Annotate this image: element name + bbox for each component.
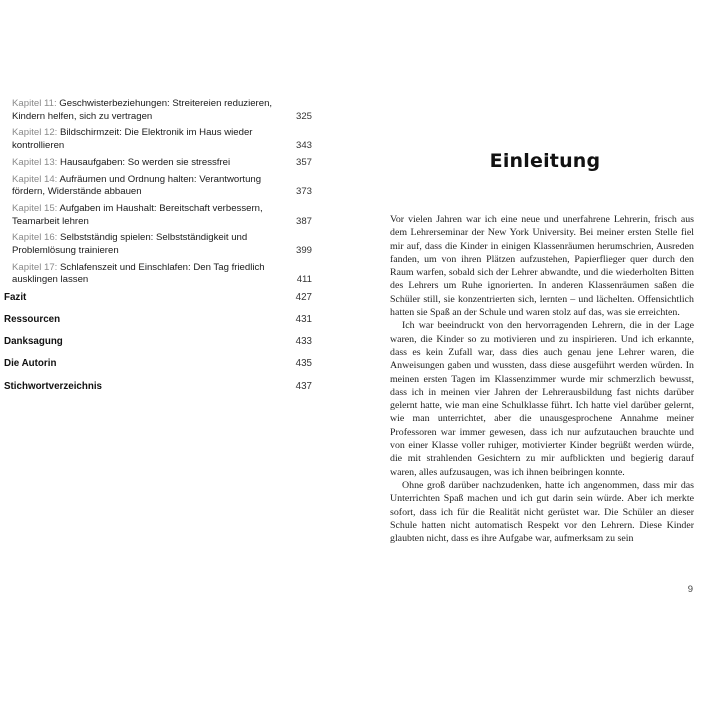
toc-chapter-title: Bildschirmzeit: Die Elektronik im Haus wieder kontrollieren: [12, 127, 253, 151]
toc-chapter-label: Kapitel 11:: [12, 98, 57, 109]
toc-page-number: 433: [295, 336, 312, 348]
toc-chapter-entry: [4, 203, 312, 228]
toc-chapter-entry: [4, 127, 312, 152]
toc-section-entry: [4, 336, 312, 349]
toc-chapter-entry: [4, 174, 312, 199]
toc-page-number: 325: [295, 110, 312, 122]
toc-section-entry: [4, 381, 312, 394]
toc-section-title: Danksagung: [4, 336, 63, 348]
toc-page-number: 399: [295, 244, 312, 256]
toc-chapter-entry: [4, 157, 312, 170]
toc-section-entry: [4, 314, 312, 327]
toc-chapter-title: Selbstständig spielen: Selbstständigkeit und Problemlösung trainieren: [12, 232, 248, 256]
toc-chapter-title: Aufgaben im Haushalt: Bereitschaft verbessern, Teamarbeit lehren: [12, 202, 263, 227]
toc-page-number: 387: [295, 215, 312, 227]
toc-page-number: 357: [295, 156, 312, 168]
toc-page-number: 411: [296, 274, 312, 286]
toc-section-entry: [4, 292, 312, 305]
toc-page-number: 343: [295, 139, 312, 151]
toc-chapter-label: Kapitel 14:: [12, 173, 58, 185]
toc-section-title: Stichwortverzeichnis: [4, 380, 102, 392]
toc-section-entry: [4, 358, 312, 371]
toc-chapter-title: Schlafenszeit und Einschlafen: Den Tag friedlich ausklingen lassen: [12, 261, 265, 286]
toc-chapter-label: Kapitel 16:: [12, 232, 58, 244]
toc-chapter-label: Kapitel 15:: [12, 202, 58, 214]
toc-section-title: Die Autorin: [4, 358, 57, 370]
toc-page-number: 427: [295, 291, 312, 303]
toc-chapter-title: Aufräumen und Ordnung halten: Verantwortung fördern, Widerstände abbauen: [12, 173, 262, 198]
toc-chapter-entry: [4, 262, 312, 287]
chapter-heading: Einleitung: [489, 150, 601, 172]
paragraph: Ohne groß darüber nachzudenken, hatte ich angenommen, dass mir das Unterrichten Spaß machen und ich gut darin sein würde. Aber ich merkte sofort, dass ich für die Realität nicht gerüstet war. Die Schüler an dieser Schule hatten nicht automatisch Respekt vor den Lehrern. Diese Kinder glaubten nicht, dass es ihre Aufgabe war, aufmerksam zu sein: [390, 479, 694, 545]
toc-chapter-entry: [4, 98, 312, 123]
toc-section-title: Fazit: [4, 291, 27, 303]
toc-chapter-title: Geschwisterbeziehungen: Streitereien reduzieren, Kindern helfen, sich zu vertragen: [12, 98, 273, 122]
toc-page-number: 431: [295, 314, 312, 326]
toc-chapter-label: Kapitel 17:: [12, 261, 58, 273]
toc-chapter-title: Hausaufgaben: So werden sie stressfrei: [60, 156, 231, 168]
toc-chapter-label: Kapitel 13:: [12, 156, 58, 168]
body-text: [390, 213, 694, 545]
toc-page-number: 373: [295, 186, 312, 198]
table-of-contents: [4, 98, 312, 403]
toc-section-title: Ressourcen: [4, 314, 61, 326]
toc-chapter-entry: [4, 232, 312, 257]
paragraph: Ich war beeindruckt von den hervorragenden Lehrern, die in der Lage waren, die Kinder so zu motivieren und zu inspirieren. Und ich erkannte, dass es kein Zufall war, dass dies auch genau jene Lehrer waren, die Anweisungen gaben und wussten, dass diese ausgeführt werden würden. In meinen ersten Tagen im Klassenzimmer wurde mir schmerzlich bewusst, dass ich in meinen vier Jahren der Lehrerausbildung fast nichts darüber gelernt hatte, wie man eine Schulklasse führt. Ich hatte viel darüber gelernt, wie man unterrichtet, aber die unausgesprochene Annahme meiner Professoren war immer gewesen, dass ich nur aufzutauchen brauchte und von einer Klasse voller ruhiger, motivierter Kinder begrüßt werden würde, die mit strahlenden Gesichtern zu mir aufblickten und begierig darauf waren, alles aufzusaugen, was ich ihnen beibringen konnte.: [390, 320, 694, 478]
toc-chapter-label: Kapitel 12:: [12, 127, 58, 139]
page-number: 9: [687, 584, 693, 595]
paragraph: Vor vielen Jahren war ich eine neue und unerfahrene Lehrerin, frisch aus dem Lehrerseminar der New York University. Bei meiner ersten Stelle fiel mir auf, dass die Kinder in einigen Klassenräumen herumschrien, Ausreden fanden, um von ihren Plätzen aufzustehen, Papierflieger quer durch den Raum warfen, sobald sich der Lehrer abwandte, und die wiederholten Bitten des Lehrers um Ruhe ignorierten. In anderen Klassenräumen saßen die Schüler still, sie konzentrierten sich, lernten – und lächelten. Offensichtlich hatten sie Spaß an der Schule und waren stolz auf das, was sie erreichten.: [390, 214, 694, 319]
toc-page-number: 435: [295, 358, 312, 370]
toc-page-number: 437: [295, 380, 312, 392]
